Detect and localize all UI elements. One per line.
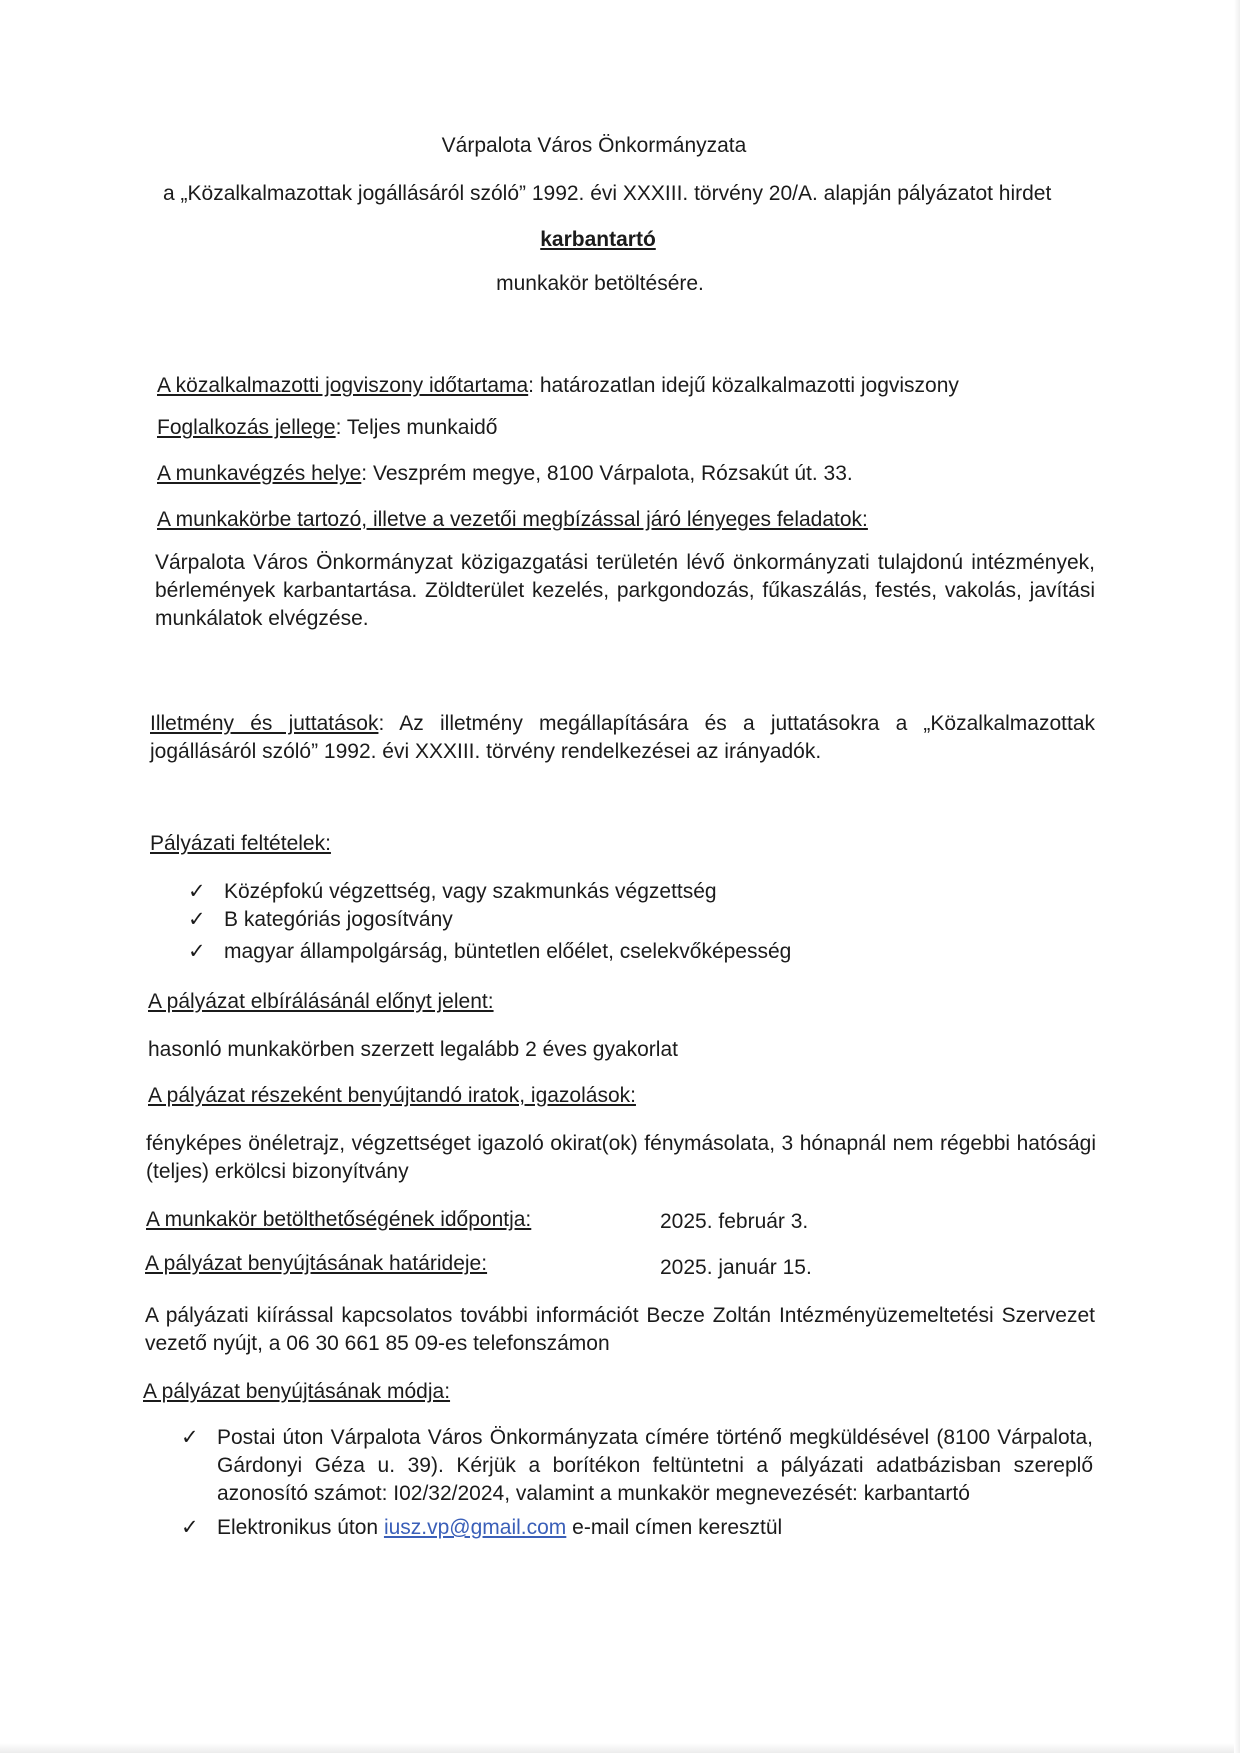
deadline-value: 2025. január 15.: [660, 1256, 812, 1279]
requirement-item: [188, 878, 717, 906]
employment-line: [157, 414, 497, 441]
checkmark-icon: ✓: [181, 1426, 199, 1449]
scan-edge-right: [1234, 0, 1240, 1753]
position-title: karbantartó: [540, 228, 656, 251]
requirement-text: B kategóriás jogosítvány: [224, 908, 453, 931]
location-line: [157, 460, 853, 487]
submission-email-item: [181, 1514, 783, 1542]
deadline-label: A pályázat benyújtásának határideje:: [145, 1252, 488, 1275]
start-date-label: A munkakör betölthetőségének időpontja:: [146, 1208, 532, 1231]
duration-label: A közalkalmazotti jogviszony időtartama: [157, 374, 529, 397]
documents-text: fényképes önéletrajz, végzettséget igazoló okirat(ok) fénymásolata, 3 hónapnál nem régebbi hatósági (teljes) erkölcsi bizonyítvány: [146, 1132, 1096, 1183]
submission-email-line: [217, 1514, 782, 1542]
checkmark-icon: ✓: [188, 880, 206, 903]
advantage-text: hasonló munkakörben szerzett legalább 2 éves gyakorlat: [148, 1038, 678, 1061]
salary-paragraph: [150, 710, 1095, 766]
documents-label: A pályázat részeként benyújtandó iratok, igazolások:: [148, 1084, 636, 1107]
requirement-text: Középfokú végzettség, vagy szakmunkás végzettség: [224, 880, 717, 903]
requirement-text: magyar állampolgárság, büntetlen előélet, cselekvőképesség: [224, 940, 792, 963]
checkmark-icon: ✓: [188, 940, 206, 963]
contact-text: A pályázati kiírással kapcsolatos további információt Becze Zoltán Intézményüzemeltetési Szervezet vezető nyújt, a 06 30 661 85 09-es telefonszámon: [145, 1304, 1095, 1355]
tasks-label: A munkakörbe tartozó, illetve a vezetői megbízással járó lényeges feladatok:: [157, 508, 868, 531]
submission-label: A pályázat benyújtásának módja:: [143, 1380, 451, 1403]
advantage-label: A pályázat elbírálásánál előnyt jelent:: [148, 990, 494, 1013]
email-link[interactable]: iusz.vp@gmail.com: [383, 1516, 567, 1539]
intro-line: a „Közalkalmazottak jogállásáról szóló” 1992. évi XXXIII. törvény 20/A. alapján pályázatot hirdet: [163, 182, 1052, 205]
checkmark-icon: ✓: [181, 1516, 199, 1539]
salary-text: : Az illetmény megállapítására és a juttatásokra a „Közalkalmazottak jogállásáról szóló” 1992. évi XXXIII. törvény rendelkezései az irányadók.: [150, 712, 1095, 763]
duration-value: : határozatlan idejű közalkalmazotti jogviszony: [528, 374, 959, 397]
start-date-value: 2025. február 3.: [660, 1210, 809, 1233]
org-title: Várpalota Város Önkormányzata: [441, 134, 747, 157]
checkmark-icon: ✓: [188, 908, 206, 931]
requirements-label: Pályázati feltételek:: [150, 832, 331, 855]
location-label: A munkavégzés helye: [157, 462, 362, 485]
requirement-item: [188, 938, 792, 966]
tasks-text: Várpalota Város Önkormányzat közigazgatási területén lévő önkormányzati tulajdonú intézmények, bérlemények karbantartása. Zöldterület kezelés, parkgondozás, fűkaszálás, festés, vakolás, javítási munkálatok elvégzése.: [155, 551, 1095, 630]
email-prefix: Elektronikus úton: [217, 1516, 379, 1539]
scan-edge-bottom: [0, 1743, 1240, 1753]
employment-value: : Teljes munkaidő: [335, 416, 498, 439]
email-suffix: e-mail címen keresztül: [572, 1516, 783, 1539]
requirement-item: [188, 906, 453, 934]
duration-line: [157, 372, 959, 399]
position-suffix: munkakör betöltésére.: [496, 272, 704, 295]
submission-post-text: Postai úton Várpalota Város Önkormányzata címére történő megküldésével (8100 Várpalota, Gárdonyi Géza u. 39). Kérjük a borítékon feltüntetni a pályázati adatbázisban szereplő azonosító számot: I02/32/2024, valamint a munkakör megnevezését: karbantartó: [217, 1426, 1093, 1505]
location-value: : Veszprém megye, 8100 Várpalota, Rózsakút út. 33.: [361, 462, 853, 485]
employment-label: Foglalkozás jellege: [157, 416, 336, 439]
salary-label: Illetmény és juttatások: [150, 712, 379, 735]
